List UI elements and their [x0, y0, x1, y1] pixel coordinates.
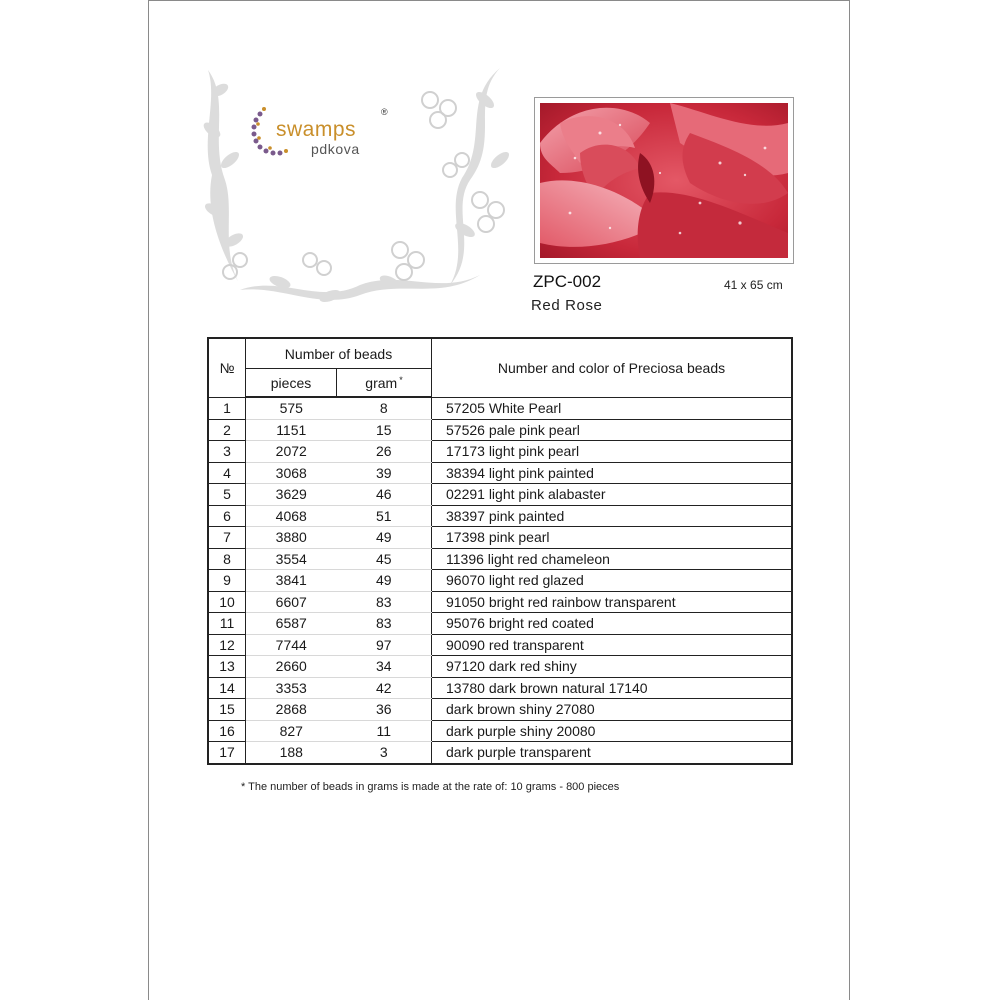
row-color: 57526 pale pink pearl	[432, 419, 793, 441]
row-number: 13	[208, 656, 246, 678]
table-row	[208, 613, 792, 635]
row-gram: 45	[337, 548, 432, 570]
col-header-gram	[337, 369, 432, 398]
row-number: 9	[208, 570, 246, 592]
product-name: Red Rose	[531, 297, 603, 314]
table-row	[208, 397, 792, 419]
row-color: 17398 pink pearl	[432, 527, 793, 549]
row-gram: 3	[337, 742, 432, 764]
row-number: 15	[208, 699, 246, 721]
row-color: 38394 light pink painted	[432, 462, 793, 484]
row-color: 11396 light red chameleon	[432, 548, 793, 570]
row-number: 12	[208, 634, 246, 656]
row-number: 3	[208, 441, 246, 463]
row-number: 8	[208, 548, 246, 570]
row-color: 90090 red transparent	[432, 634, 793, 656]
row-pieces: 1151	[246, 419, 337, 441]
row-gram: 26	[337, 441, 432, 463]
row-number: 16	[208, 720, 246, 742]
table-row	[208, 548, 792, 570]
table-row	[208, 699, 792, 721]
row-color: 57205 White Pearl	[432, 397, 793, 419]
col-header-gram-label: gram	[365, 374, 398, 391]
row-gram: 34	[337, 656, 432, 678]
row-gram: 49	[337, 527, 432, 549]
row-color: 38397 pink painted	[432, 505, 793, 527]
row-number: 2	[208, 419, 246, 441]
table-row	[208, 441, 792, 463]
col-header-gram-mark: *	[399, 374, 403, 385]
brand-subname: pdkova	[311, 141, 360, 157]
table-row	[208, 591, 792, 613]
row-pieces: 827	[246, 720, 337, 742]
row-gram: 83	[337, 591, 432, 613]
table-row	[208, 677, 792, 699]
row-pieces: 6607	[246, 591, 337, 613]
row-gram: 83	[337, 613, 432, 635]
row-pieces: 575	[246, 397, 337, 419]
row-gram: 49	[337, 570, 432, 592]
row-pieces: 2868	[246, 699, 337, 721]
row-gram: 42	[337, 677, 432, 699]
floral-ornament	[200, 60, 522, 310]
table-row	[208, 634, 792, 656]
row-gram: 39	[337, 462, 432, 484]
row-pieces: 2072	[246, 441, 337, 463]
col-header-pieces: pieces	[246, 369, 337, 398]
row-number: 5	[208, 484, 246, 506]
row-color: dark purple transparent	[432, 742, 793, 764]
row-number: 1	[208, 397, 246, 419]
row-gram: 97	[337, 634, 432, 656]
table-row	[208, 484, 792, 506]
row-gram: 51	[337, 505, 432, 527]
table-row	[208, 419, 792, 441]
row-pieces: 3880	[246, 527, 337, 549]
table-row	[208, 720, 792, 742]
row-pieces: 3068	[246, 462, 337, 484]
row-pieces: 3841	[246, 570, 337, 592]
row-pieces: 3353	[246, 677, 337, 699]
row-number: 6	[208, 505, 246, 527]
row-gram: 36	[337, 699, 432, 721]
row-gram: 46	[337, 484, 432, 506]
brand-name: swamps	[276, 118, 357, 141]
red-rose-image	[540, 103, 788, 258]
row-color: 13780 dark brown natural 17140	[432, 677, 793, 699]
row-color: 96070 light red glazed	[432, 570, 793, 592]
row-number: 10	[208, 591, 246, 613]
row-color: 95076 bright red coated	[432, 613, 793, 635]
row-color: 02291 light pink alabaster	[432, 484, 793, 506]
table-row	[208, 505, 792, 527]
col-header-beads: Number of beads	[246, 338, 432, 369]
table-row	[208, 656, 792, 678]
col-header-color: Number and color of Preciosa beads	[432, 338, 793, 397]
product-photo	[534, 97, 794, 264]
row-pieces: 188	[246, 742, 337, 764]
row-color: dark purple shiny 20080	[432, 720, 793, 742]
row-color: 17173 light pink pearl	[432, 441, 793, 463]
table-row	[208, 462, 792, 484]
row-pieces: 3554	[246, 548, 337, 570]
row-pieces: 6587	[246, 613, 337, 635]
row-number: 14	[208, 677, 246, 699]
product-size: 41 x 65 cm	[724, 278, 783, 292]
beads-table	[207, 337, 793, 765]
row-color: 97120 dark red shiny	[432, 656, 793, 678]
row-gram: 15	[337, 419, 432, 441]
row-pieces: 3629	[246, 484, 337, 506]
table-row	[208, 570, 792, 592]
row-pieces: 4068	[246, 505, 337, 527]
row-color: dark brown shiny 27080	[432, 699, 793, 721]
table-row	[208, 527, 792, 549]
col-header-number: №	[208, 338, 246, 397]
table-row	[208, 742, 792, 764]
row-number: 17	[208, 742, 246, 764]
row-number: 4	[208, 462, 246, 484]
footnote: * The number of beads in grams is made at the rate of: 10 grams - 800 pieces	[241, 781, 620, 793]
row-pieces: 2660	[246, 656, 337, 678]
row-color: 91050 bright red rainbow transparent	[432, 591, 793, 613]
row-number: 7	[208, 527, 246, 549]
row-pieces: 7744	[246, 634, 337, 656]
row-number: 11	[208, 613, 246, 635]
registered-mark: ®	[381, 107, 388, 117]
product-code: ZPC-002	[533, 272, 602, 291]
row-gram: 8	[337, 397, 432, 419]
row-gram: 11	[337, 720, 432, 742]
